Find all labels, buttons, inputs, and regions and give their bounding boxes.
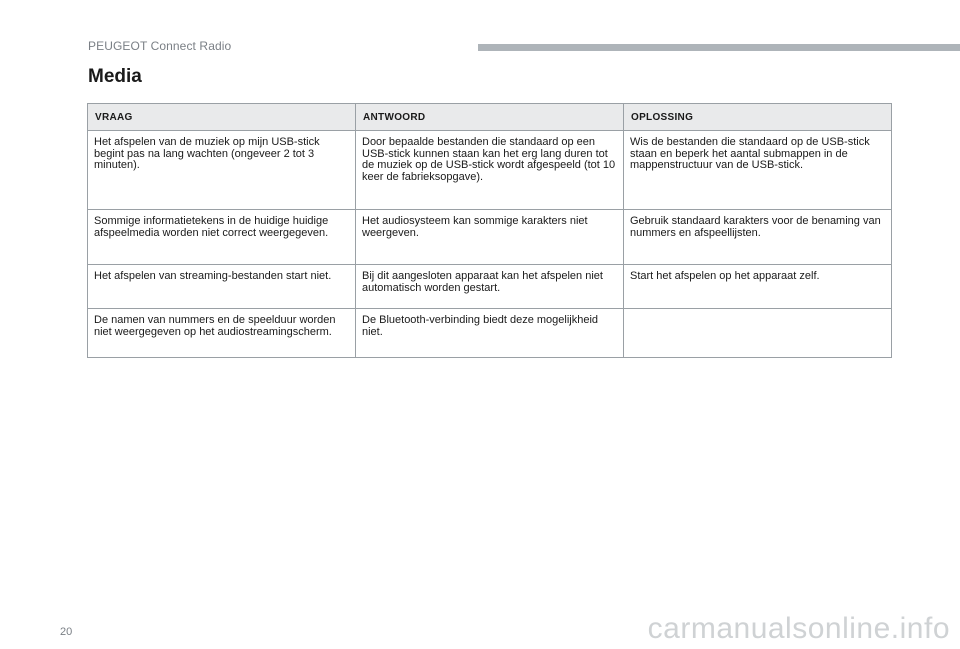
troubleshooting-table [87, 103, 892, 358]
question-cell: De namen van nummers en de speelduur worden niet weergegeven op het audiostreamingscherm. [88, 309, 356, 358]
table-row [88, 210, 892, 265]
solution-cell: Gebruik standaard karakters voor de benaming van nummers en afspeellijsten. [624, 210, 892, 265]
answer-cell: Door bepaalde bestanden die standaard op een USB-stick kunnen staan kan het erg lang duren tot de muziek op de USB-stick wordt afgespeeld (tot 10 keer de fabrieksopgave). [356, 131, 624, 210]
question-cell: Het afspelen van streaming-bestanden start niet. [88, 265, 356, 309]
column-header-answer: ANTWOORD [356, 104, 624, 131]
running-header-title: PEUGEOT Connect Radio [88, 39, 232, 53]
page-number: 20 [60, 626, 73, 638]
solution-cell: Wis de bestanden die standaard op de USB-stick staan en beperk het aantal submappen in de mappenstructuur van de USB-stick. [624, 131, 892, 210]
table-header-row [88, 104, 892, 131]
section-title: Media [88, 66, 142, 87]
header-divider-bar [478, 44, 960, 51]
column-header-question: VRAAG [88, 104, 356, 131]
table-row [88, 131, 892, 210]
answer-cell: Bij dit aangesloten apparaat kan het afspelen niet automatisch worden gestart. [356, 265, 624, 309]
answer-cell: De Bluetooth-verbinding biedt deze mogelijkheid niet. [356, 309, 624, 358]
question-cell: Sommige informatietekens in de huidige huidige afspeelmedia worden niet correct weergegeven. [88, 210, 356, 265]
solution-cell [624, 309, 892, 358]
table-row [88, 265, 892, 309]
column-header-solution: OPLOSSING [624, 104, 892, 131]
answer-cell: Het audiosysteem kan sommige karakters niet weergeven. [356, 210, 624, 265]
question-cell: Het afspelen van de muziek op mijn USB-stick begint pas na lang wachten (ongeveer 2 tot 3 minuten). [88, 131, 356, 210]
watermark: carmanualsonline.info [647, 612, 950, 645]
table-row [88, 309, 892, 358]
solution-cell: Start het afspelen op het apparaat zelf. [624, 265, 892, 309]
